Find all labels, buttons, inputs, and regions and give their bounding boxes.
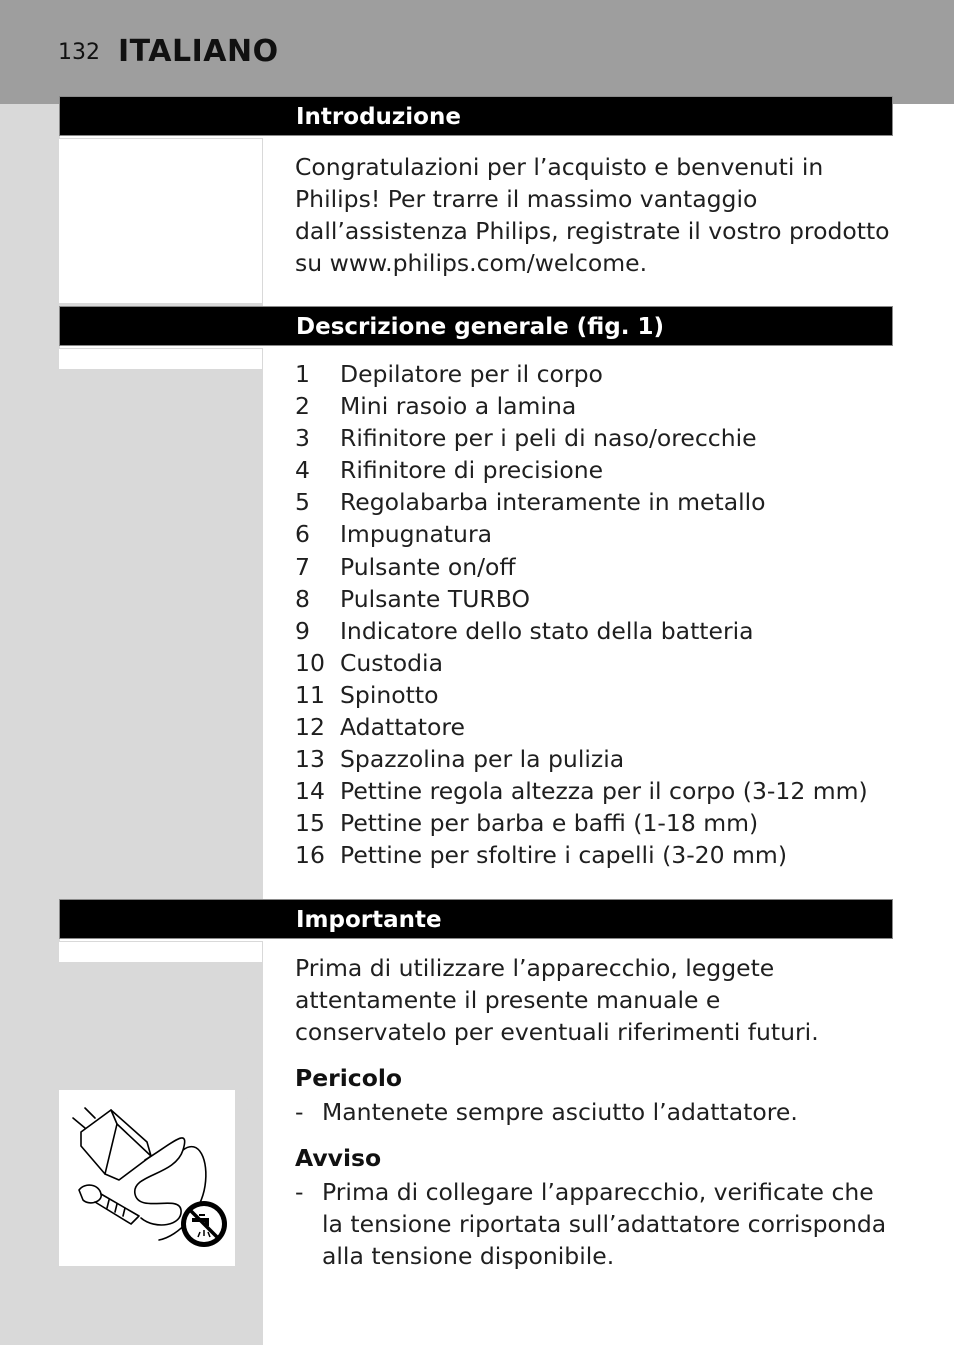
left-white-block xyxy=(59,139,262,303)
left-white-block xyxy=(59,349,262,369)
list-item-label: Adattatore xyxy=(340,713,466,742)
bullet-dash: - xyxy=(295,1098,304,1126)
page-number: 132 xyxy=(58,40,100,65)
figure-pointer xyxy=(235,1092,263,1116)
list-item xyxy=(295,486,868,518)
adapter-illustration xyxy=(59,1090,235,1266)
list-item-label: Custodia xyxy=(340,648,443,677)
list-item-label: Spinotto xyxy=(340,680,439,709)
list-item xyxy=(295,647,868,679)
list-item-label: Spazzolina per la pulizia xyxy=(340,745,625,774)
list-item-label: Pulsante TURBO xyxy=(340,584,530,613)
list-item-label: Mini rasoio a lamina xyxy=(340,392,577,421)
list-item xyxy=(295,775,868,807)
list-item-number: 10 xyxy=(295,648,325,677)
list-item-number: 6 xyxy=(295,520,310,549)
list-item-number: 2 xyxy=(295,392,310,421)
list-item xyxy=(295,551,868,583)
section-title: Descrizione generale (fig. 1) xyxy=(296,314,664,340)
list-item-number: 13 xyxy=(295,745,325,774)
section-title: Importante xyxy=(296,907,442,933)
list-item-label: Pettine per sfoltire i capelli (3-20 mm) xyxy=(340,841,787,870)
list-item xyxy=(295,679,868,711)
list-item-label: Pulsante on/off xyxy=(340,552,516,581)
bullet-text: Prima di collegare l’apparecchio, verificate che la tensione riportata sull’adattatore corrisponda alla tensione disponibile. xyxy=(322,1178,887,1270)
list-item xyxy=(295,839,868,871)
section-header-overview xyxy=(59,306,893,346)
list-item xyxy=(295,518,868,550)
list-item xyxy=(295,711,868,743)
list-item xyxy=(295,390,868,422)
list-item-label: Regolabarba interamente in metallo xyxy=(340,488,766,517)
warning-heading: Avviso xyxy=(295,1144,382,1172)
list-item-label: Pettine per barba e baffi (1-18 mm) xyxy=(340,809,759,838)
section-title: Introduzione xyxy=(296,104,461,130)
intro-paragraph: Congratulazioni per l’acquisto e benvenuti in Philips! Per trarre il massimo vantaggio dall’assistenza Philips, registrate il vostro prodotto su www.philips.com/welcome. xyxy=(295,153,890,277)
bullet-text: Mantenete sempre asciutto l’adattatore. xyxy=(322,1098,798,1126)
list-item-number: 4 xyxy=(295,456,310,485)
danger-heading: Pericolo xyxy=(295,1064,403,1092)
list-item-label: Indicatore dello stato della batteria xyxy=(340,616,754,645)
list-item xyxy=(295,807,868,839)
section-header-intro xyxy=(59,96,893,136)
list-item-number: 14 xyxy=(295,777,325,806)
warning-bullet xyxy=(295,1176,895,1272)
bullet-dash: - xyxy=(295,1178,304,1206)
list-item xyxy=(295,422,868,454)
list-item xyxy=(295,454,868,486)
list-item xyxy=(295,358,868,390)
section-header-important xyxy=(59,899,893,939)
language-title: ITALIANO xyxy=(118,34,279,69)
list-item-number: 9 xyxy=(295,616,310,645)
important-paragraph: Prima di utilizzare l’apparecchio, leggete attentamente il presente manuale e conservatelo per eventuali riferimenti futuri. xyxy=(295,954,819,1046)
adapter-no-water-icon xyxy=(59,1090,235,1266)
list-item-number: 3 xyxy=(295,424,310,453)
list-item-label: Pettine regola altezza per il corpo (3-12 mm) xyxy=(340,777,868,806)
danger-bullet xyxy=(295,1096,885,1128)
list-item-number: 8 xyxy=(295,584,310,613)
list-item-number: 1 xyxy=(295,360,310,388)
list-item-number: 12 xyxy=(295,713,325,742)
list-item-number: 11 xyxy=(295,680,325,709)
list-item-label: Rifinitore per i peli di naso/orecchie xyxy=(340,424,757,453)
left-white-block xyxy=(59,942,262,962)
list-item-number: 7 xyxy=(295,552,310,581)
list-item-label: Rifinitore di precisione xyxy=(340,456,604,485)
list-item-number: 5 xyxy=(295,488,310,517)
list-item-label: Impugnatura xyxy=(340,520,493,549)
list-item xyxy=(295,583,868,615)
list-item-label: Depilatore per il corpo xyxy=(340,360,603,388)
list-item-number: 16 xyxy=(295,841,325,870)
list-item xyxy=(295,743,868,775)
parts-list xyxy=(295,358,868,872)
list-item xyxy=(295,615,868,647)
list-item-number: 15 xyxy=(295,809,325,838)
